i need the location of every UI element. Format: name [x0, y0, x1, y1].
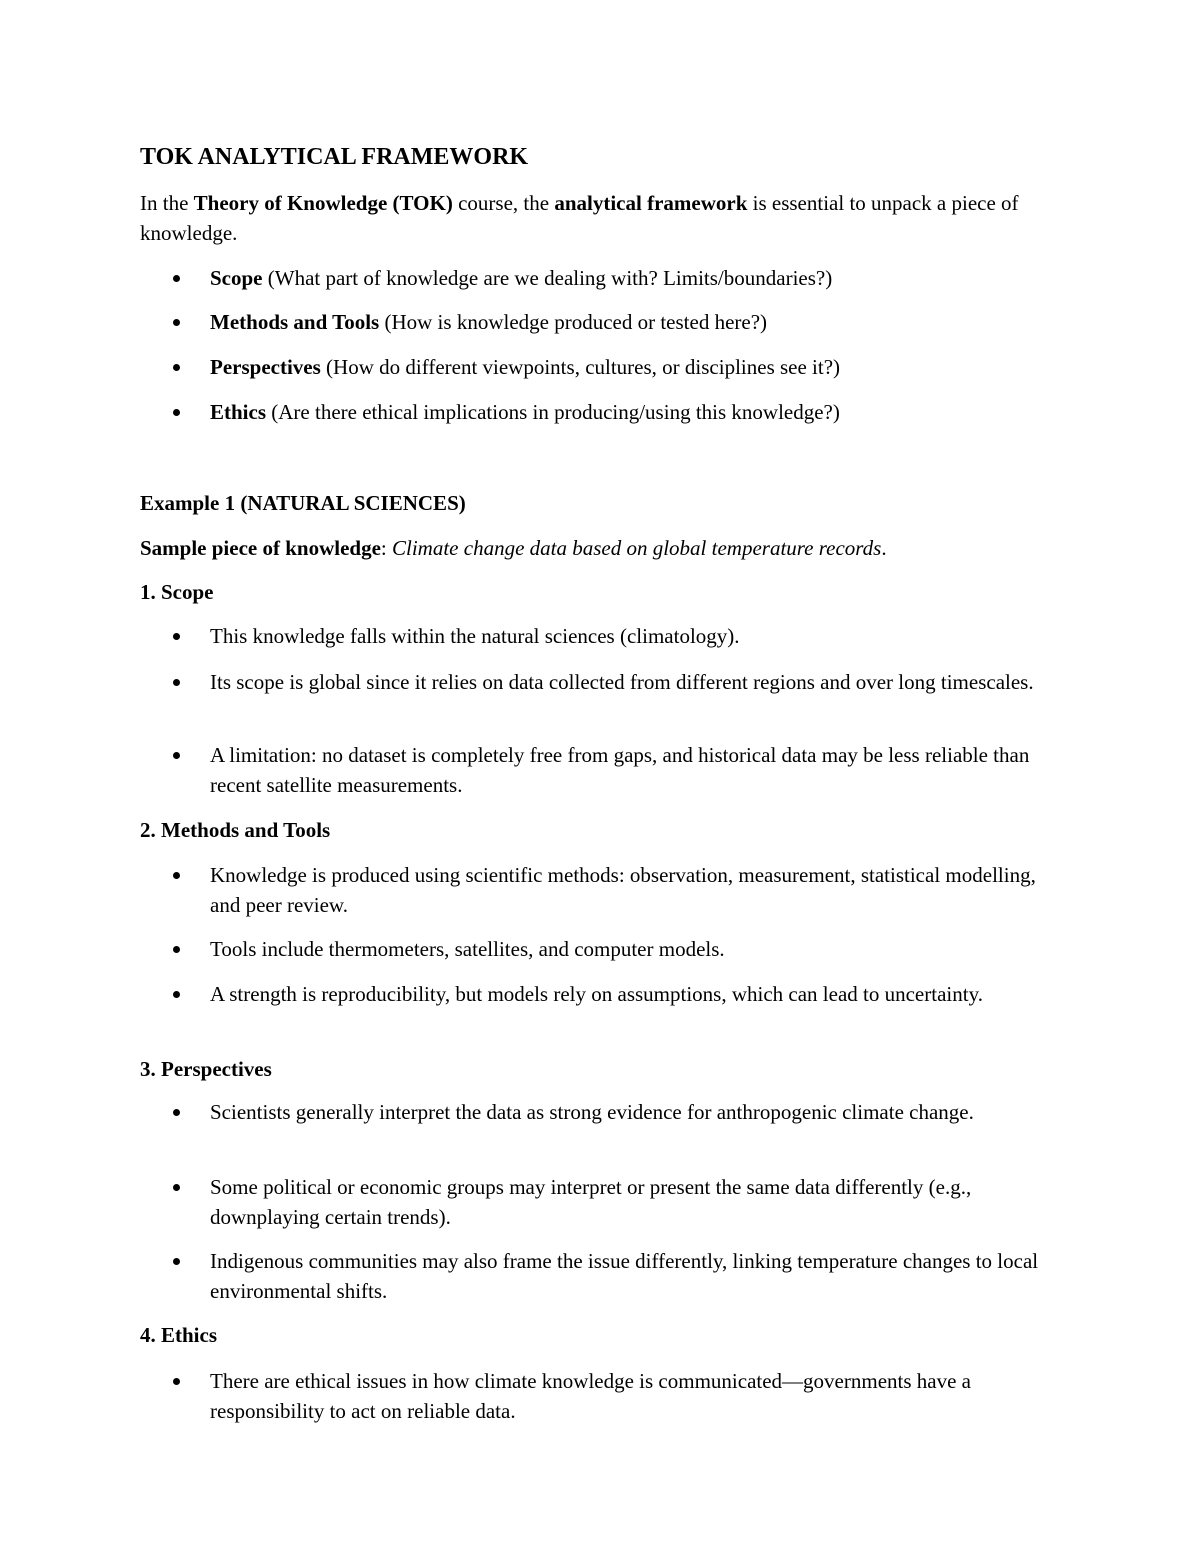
intro-bold-framework: analytical framework: [554, 191, 748, 215]
sample-colon: :: [380, 536, 392, 560]
section-heading-scope: 1. Scope: [140, 580, 214, 604]
example-heading: Example 1 (NATURAL SCIENCES): [140, 491, 466, 515]
bullet-icon: [173, 991, 180, 998]
intro-bold-tok: Theory of Knowledge (TOK): [193, 191, 453, 215]
framework-item-text: (What part of knowledge are we dealing with? Limits/boundaries?): [262, 266, 833, 290]
framework-item-label: Scope: [210, 266, 263, 290]
section-heading-ethics: 4. Ethics: [140, 1323, 218, 1347]
bullet-icon: [173, 364, 180, 371]
bullet-icon: [173, 679, 180, 686]
sample-end: .: [881, 536, 887, 560]
bullet-icon: [173, 1109, 180, 1116]
bullet-icon: [173, 872, 180, 879]
framework-item-label: Methods and Tools: [210, 310, 380, 334]
bullet-icon: [173, 275, 180, 282]
framework-item-label: Ethics: [210, 400, 267, 424]
section-heading-methods: 2. Methods and Tools: [140, 818, 331, 842]
intro-text-1: In the: [140, 191, 194, 215]
bullet-icon: [173, 1378, 180, 1385]
sample-label: Sample piece of knowledge: [140, 536, 381, 560]
framework-item-text: (Are there ethical implications in producing/using this knowledge?): [266, 400, 840, 424]
intro-paragraph: [140, 188, 1050, 248]
bullet-icon: [173, 319, 180, 326]
bullet-icon: [173, 752, 180, 759]
sample-knowledge: [140, 533, 1050, 563]
section-heading-perspectives: 3. Perspectives: [140, 1057, 272, 1081]
bullet-icon: [173, 409, 180, 416]
framework-item-label: Perspectives: [210, 355, 321, 379]
intro-text-3: is essential to unpack a piece of knowledge.: [140, 191, 1019, 245]
framework-item-text: (How do different viewpoints, cultures, or disciplines see it?): [320, 355, 841, 379]
bullet-icon: [173, 946, 180, 953]
bullet-icon: [173, 633, 180, 640]
page-title: TOK ANALYTICAL FRAMEWORK: [140, 144, 529, 170]
sample-text: Climate change data based on global temperature records: [392, 536, 882, 560]
bullet-icon: [173, 1258, 180, 1265]
intro-text-2: course, the: [452, 191, 555, 215]
bullet-icon: [173, 1184, 180, 1191]
framework-item-text: (How is knowledge produced or tested here?): [379, 310, 768, 334]
